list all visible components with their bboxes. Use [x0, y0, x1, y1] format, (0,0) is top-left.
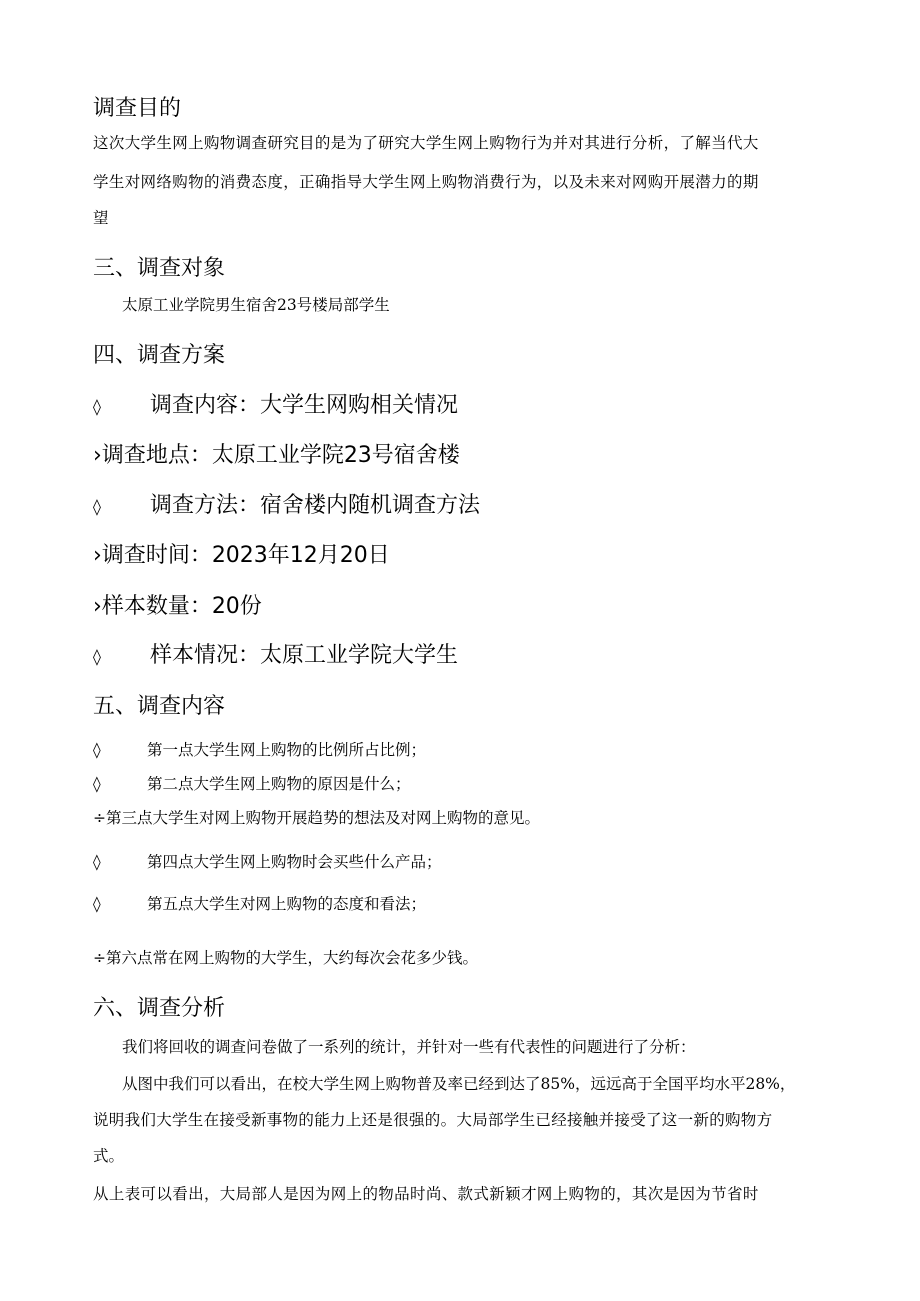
- plan-item-text: 调查时间：2023年12月20日: [101, 543, 390, 568]
- plan-item-text: 调查地点：太原工业学院23号宿舍楼: [101, 443, 460, 468]
- plan-item: [93, 388, 458, 419]
- diamond-bullet-icon: ◊: [93, 496, 101, 516]
- divide-bullet-icon: ÷: [93, 949, 106, 967]
- diamond-bullet-icon: ◊: [93, 396, 101, 416]
- analysis-line-5: 从上表可以看出，大局部人是因为网上的物品时尚、款式新颖才网上购物的，其次是因为节省时: [93, 1185, 759, 1203]
- plan-item-text: 样本数量：20份: [101, 594, 262, 619]
- plan-item: [93, 638, 458, 669]
- purpose-line-1: 这次大学生网上购物调查研究目的是为了研究大学生网上购物行为并对其进行分析，了解当代大: [93, 134, 759, 152]
- chevron-bullet-icon: ›: [93, 443, 102, 468]
- content-item-text: 第三点大学生对网上购物开展趋势的想法及对网上购物的意见。: [106, 809, 541, 827]
- chevron-bullet-icon: ›: [93, 543, 102, 568]
- chevron-bullet-icon: ›: [93, 594, 102, 619]
- content-item-text: 第六点常在网上购物的大学生，大约每次会花多少钱。: [106, 949, 479, 967]
- content-item: [93, 806, 540, 828]
- content-item: [93, 850, 442, 872]
- purpose-line-3: 望: [93, 209, 109, 227]
- diamond-bullet-icon: ◊: [93, 895, 101, 913]
- diamond-bullet-icon: ◊: [93, 853, 101, 871]
- analysis-line-4: 式。: [93, 1147, 125, 1165]
- content-item: [93, 946, 478, 968]
- plan-item-text: 样本情况：太原工业学院大学生: [150, 643, 459, 668]
- content-item-text: 第四点大学生网上购物时会买些什么产品；: [147, 853, 442, 871]
- heading-plan: 四、调查方案: [93, 343, 226, 368]
- plan-item: [93, 589, 262, 620]
- heading-target: 三、调查对象: [93, 256, 226, 281]
- content-item-text: 第五点大学生对网上购物的态度和看法；: [147, 895, 427, 913]
- plan-item: [93, 488, 480, 519]
- purpose-line-2: 学生对网络购物的消费态度，正确指导大学生网上购物消费行为，以及未来对网购开展潜力的期: [93, 173, 759, 191]
- heading-content: 五、调查内容: [93, 694, 226, 719]
- plan-item: [93, 438, 460, 469]
- content-item-text: 第二点大学生网上购物的原因是什么；: [147, 775, 411, 793]
- plan-item: [93, 538, 390, 569]
- analysis-line-3: 说明我们大学生在接受新事物的能力上还是很强的。大局部学生已经接触并接受了这一新的购物方: [93, 1111, 773, 1129]
- diamond-bullet-icon: ◊: [93, 775, 101, 793]
- content-item: [93, 892, 426, 914]
- analysis-line-1: 我们将回收的调查问卷做了一系列的统计，并针对一些有代表性的问题进行了分析：: [122, 1038, 696, 1056]
- heading-purpose: 调查目的: [93, 96, 182, 121]
- content-item: [93, 738, 426, 760]
- heading-analysis: 六、调查分析: [93, 996, 226, 1021]
- divide-bullet-icon: ÷: [93, 809, 106, 827]
- analysis-line-2: 从图中我们可以看出，在校大学生网上购物普及率已经到达了85%，远远高于全国平均水平28%，: [122, 1075, 796, 1093]
- diamond-bullet-icon: ◊: [93, 741, 101, 759]
- plan-item-text: 调查内容：大学生网购相关情况: [150, 393, 459, 418]
- content-item: [93, 772, 411, 794]
- diamond-bullet-icon: ◊: [93, 646, 101, 666]
- target-text: 太原工业学院男生宿舍23号楼局部学生: [122, 296, 390, 314]
- plan-item-text: 调查方法：宿舍楼内随机调查方法: [150, 493, 481, 518]
- content-item-text: 第一点大学生网上购物的比例所占比例；: [147, 741, 427, 759]
